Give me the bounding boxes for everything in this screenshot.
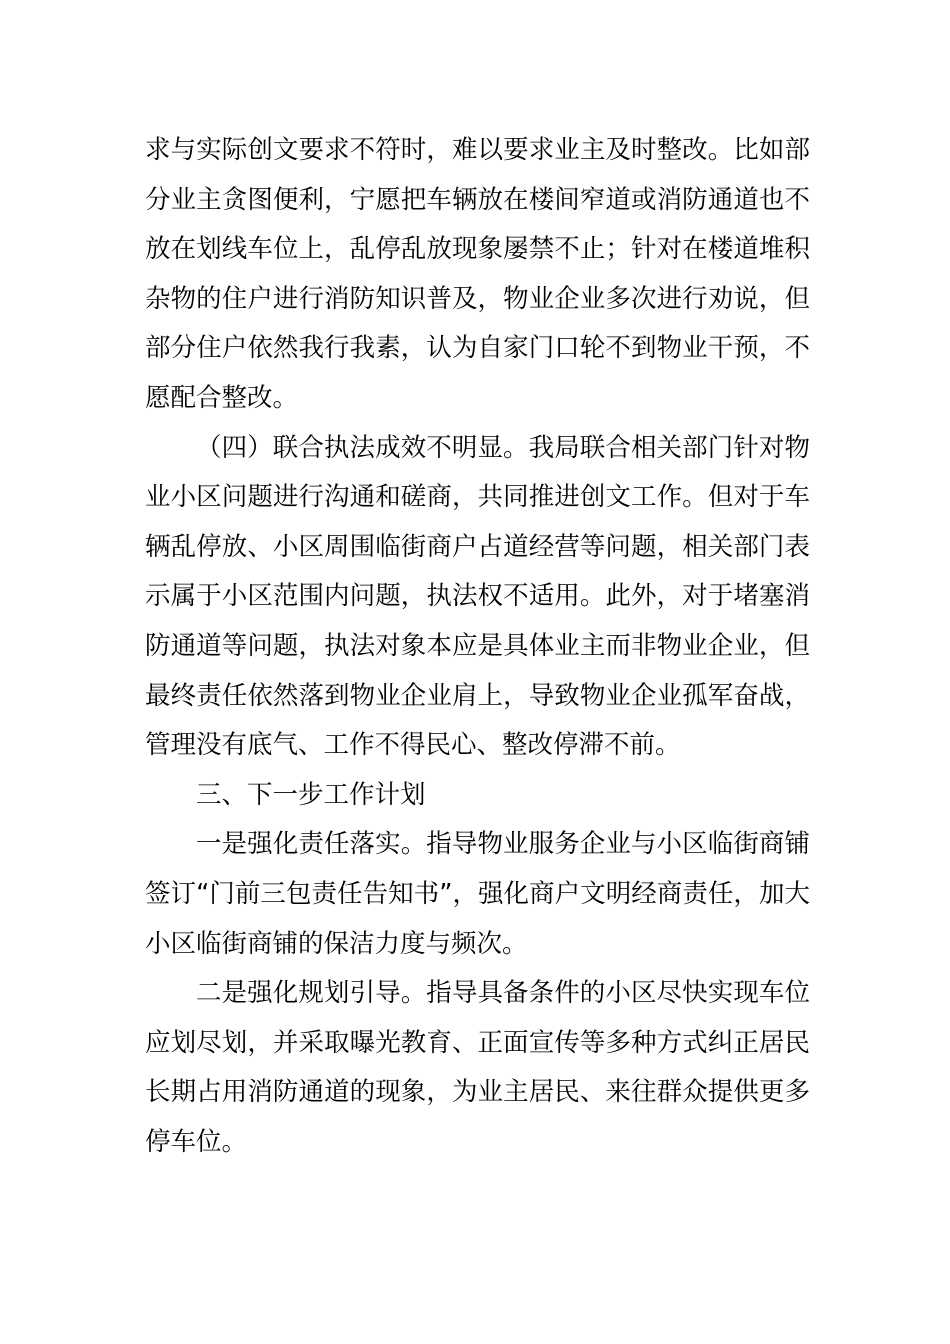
paragraph-continuation: 求与实际创文要求不符时，难以要求业主及时整改。比如部分业主贪图便利，宁愿把车辆放在楼间窄道或消防通道也不放在划线车位上，乱停乱放现象屡禁不止；针对在楼道堆积杂物的住户进行消防知识普及，物业企业多次进行劝说，但部分住户依然我行我素，认为自家门口轮不到物业干预，不愿配合整改。: [145, 135, 810, 413]
section-heading-next-steps: 三、下一步工作计划: [196, 779, 426, 810]
paragraph-section-four: （四）联合执法成效不明显。我局联合相关部门针对物业小区问题进行沟通和磋商，共同推进创文工作。但对于车辆乱停放、小区周围临街商户占道经营等问题，相关部门表示属于小区范围内问题，执法权不适用。此外，对于堵塞消防通道等问题，执法对象本应是具体业主而非物业企业，但最终责任依然落到物业企业肩上，导致物业企业孤军奋战，管理没有底气、工作不得民心、整改停滞不前。: [145, 432, 810, 761]
paragraph-planning: 二是强化规划引导。指导具备条件的小区尽快实现车位应划尽划，并采取曝光教育、正面宣传等多种方式纠正居民长期占用消防通道的现象，为业主居民、来往群众提供更多停车位。: [145, 978, 810, 1157]
body-text: [145, 126, 810, 1167]
paragraph-responsibility: 一是强化责任落实。指导物业服务企业与小区临街商铺签订“门前三包责任告知书”，强化商户文明经商责任，加大小区临街商铺的保洁力度与频次。: [145, 829, 810, 959]
